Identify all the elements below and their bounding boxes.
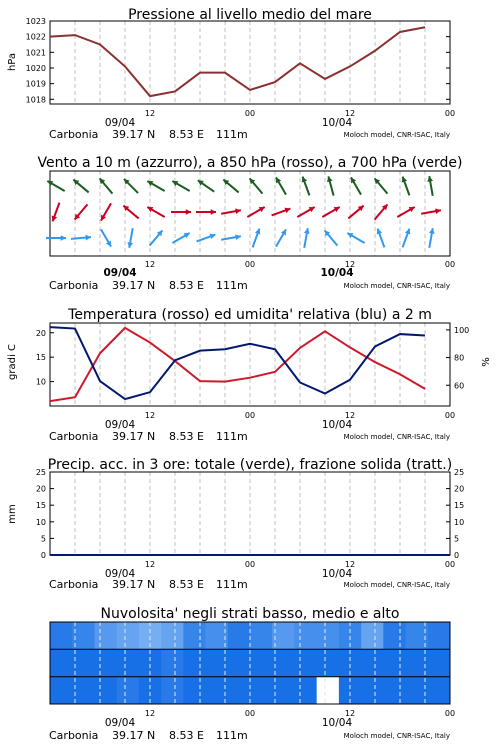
x-tick-label: 12 [144,109,156,118]
y-tick-label: 15 [35,501,46,511]
wind-arrow [375,204,388,219]
cloud-cell [383,649,406,676]
y-tick-label: 10 [35,377,46,387]
y-tick-right-label: 20 [454,484,465,494]
x-tick-label: 12 [344,109,356,118]
cloud-cell [361,677,384,704]
wind-arrow [197,234,216,242]
wind-title: Vento a 10 m (azzurro), a 850 hPa (rosso), a 700 hPa (verde) [37,155,463,171]
y-tick-right-label: 60 [454,381,465,391]
temp-loc-name: Carbonia [49,430,99,443]
precip-xticks [145,560,455,569]
y-tick-right-label: 5 [454,534,460,544]
wind-arrow [171,209,191,215]
y-tick-label: 5 [40,534,46,544]
x-tick-label: 12 [344,560,356,569]
pressure-loc-lon: 8.53 E [169,128,204,141]
cloud-cell [428,677,451,704]
wind-arrow [302,177,310,196]
wind-arrow [250,178,263,193]
cloud-cell [50,649,73,676]
wind-panel [37,155,462,292]
cloud-cell [117,677,140,704]
cloud-cell [161,649,184,676]
x-tick-label: 00 [244,560,256,569]
x-tick-label: 12 [144,560,156,569]
x-tick-label: 00 [444,260,456,269]
precip-ylabel: mm [7,504,18,524]
cloud-cell [428,649,451,676]
y-tick-label: 20 [35,328,46,338]
x-tick-label: 00 [244,709,256,718]
wind-arrow [46,235,66,241]
precip-loc-lat: 39.17 N [112,578,156,591]
cloud-cell [228,677,251,704]
y-tick-right-label: 15 [454,501,465,511]
cloud-cell [250,677,273,704]
wind-arrow [375,178,388,193]
y-tick-label: 10 [35,517,46,527]
cloud-cell [94,677,117,704]
pressure-grid [75,21,425,104]
cloud-cells [50,622,451,704]
cloud-title: Nuvolosita' negli strati basso, medio e alto [100,606,400,622]
precip-panel [7,457,464,591]
pressure-yticks [26,17,450,104]
x-tick-label: 00 [244,411,256,420]
precip-loc-alt: 111m [216,578,248,591]
pressure-loc-lat: 39.17 N [112,128,156,141]
cloud-cell [361,622,384,649]
temp-loc-lat: 39.17 N [112,430,156,443]
cloud-cell [294,622,317,649]
precip-title: Precip. acc. in 3 ore: totale (verde), frazione solida (tratt.) [47,457,453,473]
x-tick-label: 12 [144,411,156,420]
x-tick-label: 00 [444,411,456,420]
wind-arrow [127,228,133,248]
temp-date-1: 09/04 [104,419,136,431]
wind-loc-alt: 111m [216,279,248,292]
y-tick-label: 15 [35,353,46,363]
pressure-date-2: 10/04 [321,117,353,129]
wind-arrow [276,177,286,194]
x-tick-label: 12 [344,709,356,718]
cloud-cell [250,649,273,676]
cloud-cell [50,677,73,704]
temp-panel [7,307,492,443]
y-tick-label: 20 [35,484,46,494]
cloud-footer [49,717,450,742]
humidity-line [50,327,425,399]
cloud-cell [183,649,206,676]
pressure-title: Pressione al livello medio del mare [128,7,372,23]
wind-arrow [402,177,410,196]
wind-arrow [75,204,88,219]
wind-arrow [429,228,435,248]
x-tick-label: 00 [244,260,256,269]
cloud-cell [361,649,384,676]
svg-text:Carbonia 39.17 N [49,430,248,443]
temperature-line [50,328,425,401]
wind-arrow [427,176,433,196]
cloud-cell [117,622,140,649]
temp-xticks [145,411,455,420]
cloud-cell [72,649,95,676]
wind-arrow [73,180,88,193]
wind-xticks [145,260,455,269]
svg-text:Carbonia 39.17 N [49,128,248,141]
cloud-loc-name: Carbonia [49,729,99,742]
pressure-date-1: 09/04 [104,117,136,129]
cloud-cell [428,622,451,649]
pressure-xticks [145,109,455,118]
pressure-ylabel: hPa [7,52,18,72]
wind-arrow [403,229,411,248]
cloud-cell [317,677,340,704]
y-tick-label: 1023 [25,17,46,26]
wind-date-2: 10/04 [320,267,354,279]
cloud-cell [183,622,206,649]
cloud-cell [272,649,295,676]
y-tick-right-label: 80 [454,353,465,363]
cloud-cell [94,649,117,676]
cloud-cell [228,649,251,676]
cloud-cell [161,622,184,649]
y-tick-label: 1022 [25,32,46,42]
temp-ylabel-right: % [481,357,492,367]
wind-arrow [71,235,91,241]
wind-arrow [272,208,291,216]
y-tick-right-label: 25 [454,468,465,477]
y-tick-label: 0 [40,551,46,560]
wind-arrow [101,203,111,220]
y-tick-label: 1021 [25,48,46,58]
wind-arrow [421,208,441,214]
x-tick-label: 12 [144,260,156,269]
x-tick-label: 00 [444,560,456,569]
y-tick-label: 1019 [25,79,46,89]
wind-loc-lat: 39.17 N [112,279,156,292]
svg-text:Carbonia 39.17 N [49,578,248,591]
cloud-date-2: 10/04 [321,717,353,729]
precip-grid [75,472,425,555]
wind-credit: Moloch model, CNR-ISAC, Italy [343,282,450,290]
cloud-cell [161,677,184,704]
cloud-cell [183,677,206,704]
precip-loc-name: Carbonia [49,578,99,591]
x-tick-label: 12 [344,411,356,420]
wind-arrow [221,208,241,214]
wind-arrow [52,203,60,222]
cloud-loc-lat: 39.17 N [112,729,156,742]
cloud-xticks [145,709,455,718]
precip-date-1: 09/04 [104,568,136,580]
wind-arrow [101,229,111,246]
wind-arrow [223,180,238,193]
cloud-cell [72,677,95,704]
precip-date-2: 10/04 [321,568,353,580]
cloud-cell [94,622,117,649]
x-tick-label: 12 [144,709,156,718]
wind-loc-name: Carbonia [49,279,99,292]
cloud-date-1: 09/04 [104,717,136,729]
pressure-loc-name: Carbonia [49,128,99,141]
wind-arrow [150,230,163,245]
y-tick-label: 1020 [25,63,46,73]
y-tick-right-label: 10 [454,517,465,527]
cloud-credit: Moloch model, CNR-ISAC, Italy [343,732,450,740]
wind-arrow [351,177,361,194]
pressure-footer [49,117,450,141]
wind-arrow [304,228,310,248]
x-tick-label: 12 [344,260,356,269]
pressure-line [50,27,425,96]
x-tick-label: 00 [444,109,456,118]
wind-arrow [253,229,261,248]
x-tick-label: 00 [444,709,456,718]
cloud-cell [272,677,295,704]
wind-arrow [124,179,138,193]
temp-grid [75,323,425,406]
wind-footer [49,267,450,292]
wind-arrow [196,209,216,215]
wind-arrow [348,206,363,219]
wind-arrow [123,206,138,219]
pressure-loc-alt: 111m [216,128,248,141]
cloud-cell [317,649,340,676]
wind-arrow [276,229,286,246]
temp-title: Temperatura (rosso) ed umidita' relativa (blu) a 2 m [68,307,432,323]
cloud-cell [117,649,140,676]
cloud-cell [383,622,406,649]
temp-date-2: 10/04 [321,419,353,431]
temp-footer [49,419,450,443]
y-tick-label: 1018 [25,95,46,105]
y-tick-right-label: 100 [454,325,470,335]
svg-text:Carbonia 39.17 N [49,729,248,742]
temp-loc-lon: 8.53 E [169,430,204,443]
cloud-cell [294,649,317,676]
wind-arrow [327,176,334,195]
temp-credit: Moloch model, CNR-ISAC, Italy [343,433,450,441]
y-tick-right-label: 0 [454,551,460,560]
cloud-cell [317,622,340,649]
pressure-series [50,27,425,96]
cloud-panel [49,606,455,742]
wind-arrow [325,230,338,245]
pressure-credit: Moloch model, CNR-ISAC, Italy [343,131,450,139]
cloud-cell [72,622,95,649]
cloud-loc-lon: 8.53 E [169,729,204,742]
temp-loc-alt: 111m [216,430,248,443]
temp-ylabel: gradi C [7,344,18,380]
wind-arrow [221,234,241,240]
temp-series [50,327,425,401]
cloud-cell [228,622,251,649]
cloud-cell [383,677,406,704]
svg-text:Carbonia 39.17 N [49,279,248,292]
cloud-loc-alt: 111m [216,729,248,742]
cloud-cell [272,622,295,649]
wind-series [46,176,441,248]
pressure-panel [7,7,455,141]
wind-arrow [377,229,385,248]
x-tick-label: 00 [244,109,256,118]
precip-footer [49,568,450,591]
y-tick-label: 25 [35,468,46,477]
cloud-cell [294,677,317,704]
precip-credit: Moloch model, CNR-ISAC, Italy [343,581,450,589]
wind-arrow [100,178,113,193]
precip-loc-lon: 8.53 E [169,578,204,591]
cloud-cell [50,622,73,649]
wind-date-1: 09/04 [103,267,137,279]
cloud-cell [250,622,273,649]
wind-loc-lon: 8.53 E [169,279,204,292]
